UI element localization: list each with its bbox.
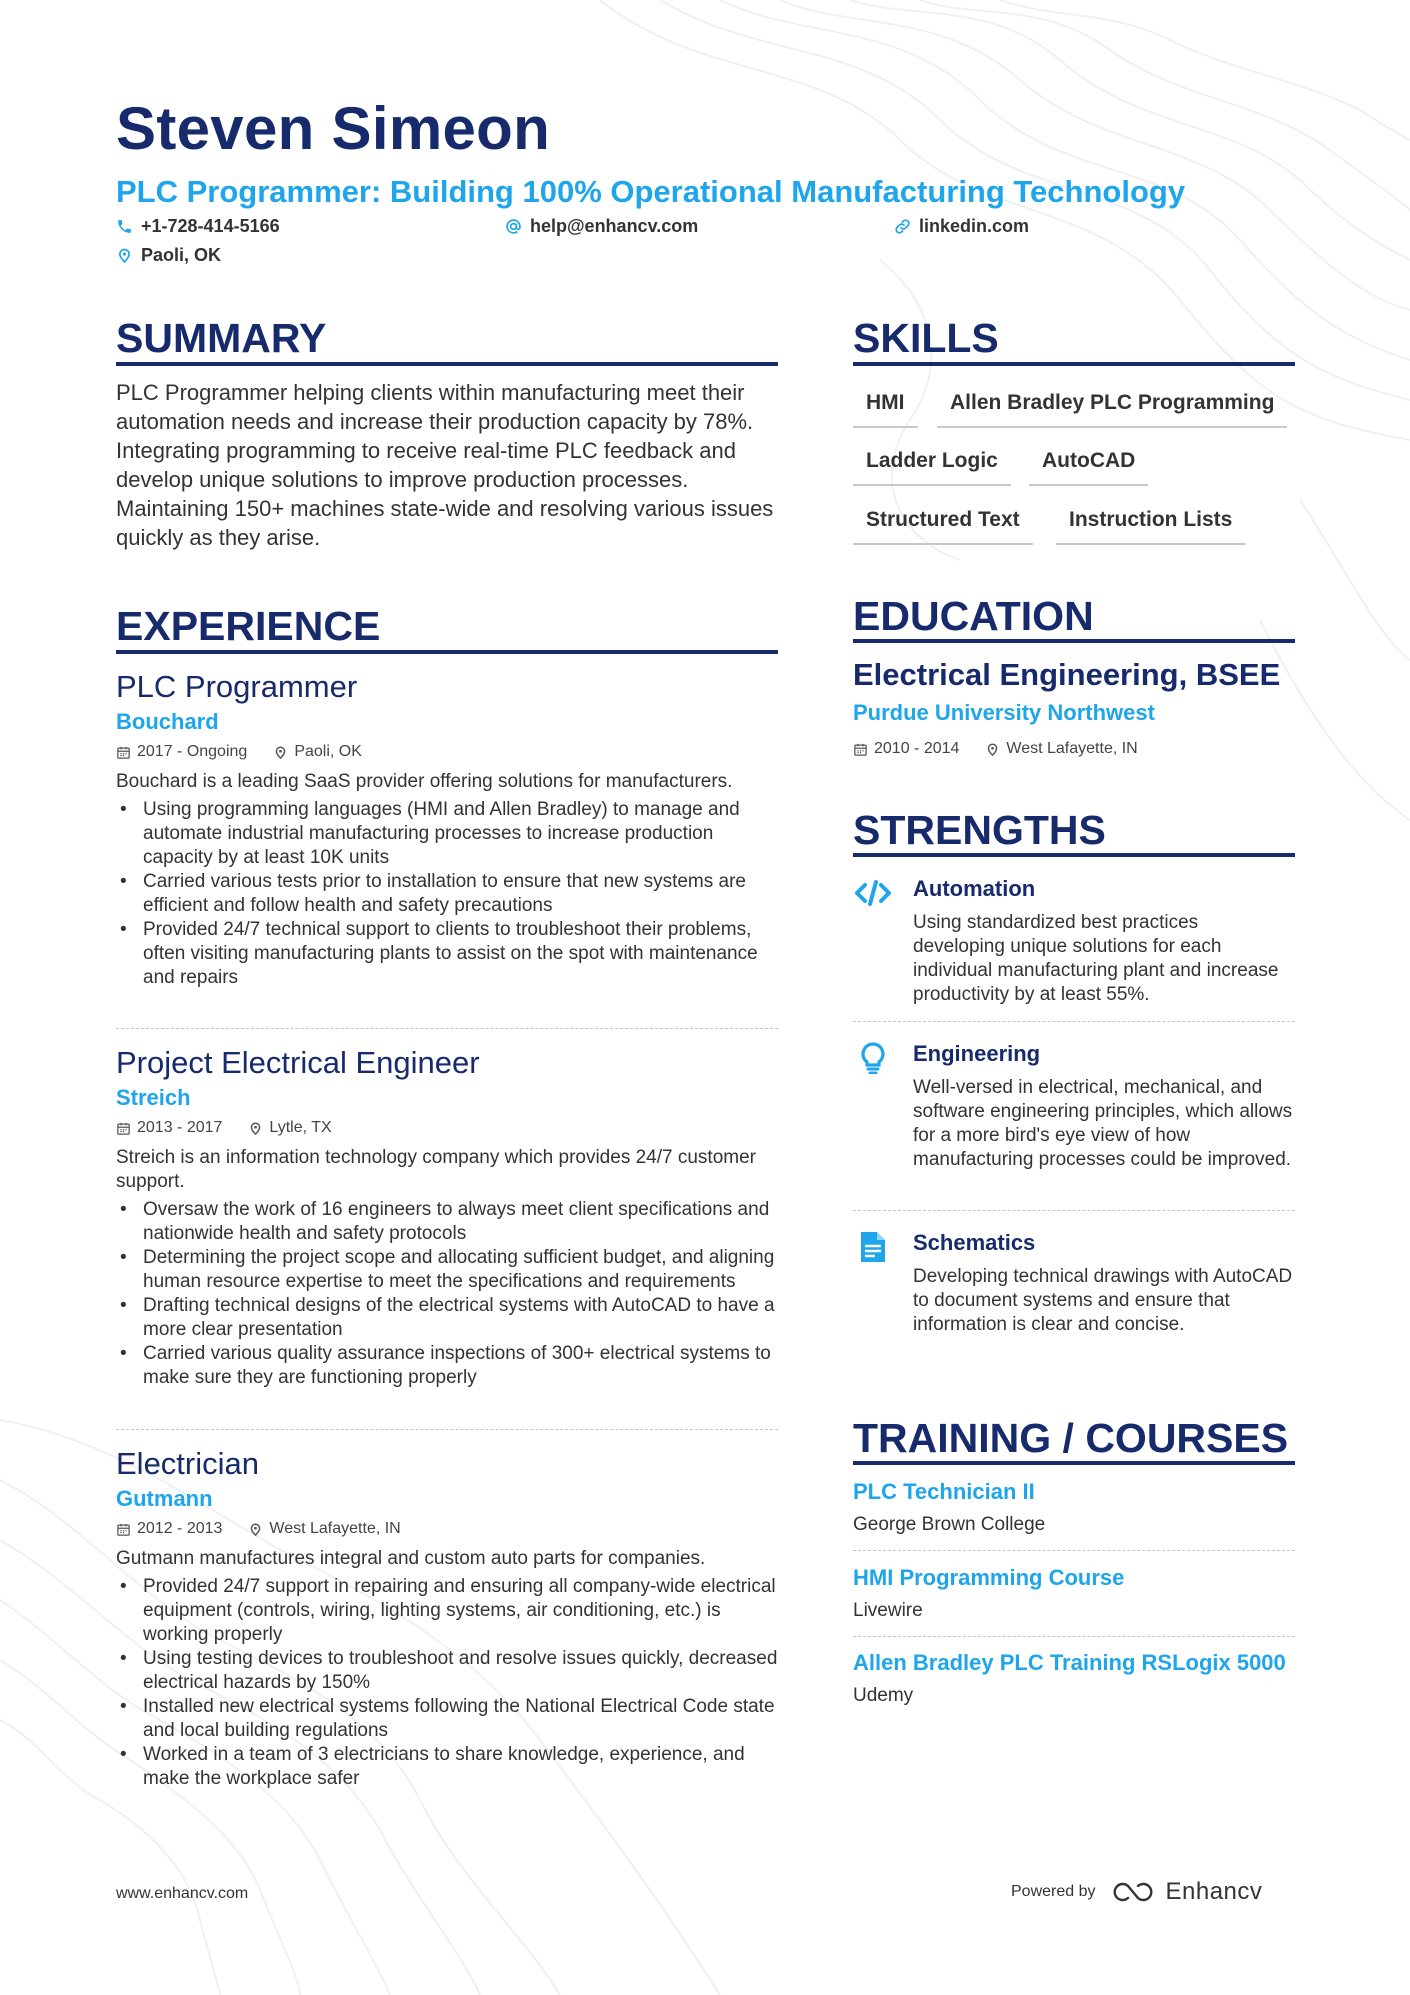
strength-separator <box>853 1210 1295 1211</box>
strength-item <box>853 1040 1293 1172</box>
company-description: Bouchard is a leading SaaS provider offering solutions for manufacturers. <box>116 771 733 792</box>
education-location-text: West Lafayette, IN <box>1006 740 1138 757</box>
job-meta <box>116 1519 778 1539</box>
course-title: Allen Bradley PLC Training RSLogix 5000 <box>853 1650 1286 1675</box>
experience-heading: EXPERIENCE <box>116 603 381 649</box>
skills-heading: SKILLS <box>853 315 999 361</box>
course-item <box>853 1649 1293 1708</box>
job-separator <box>116 1429 778 1430</box>
job-location <box>248 1119 331 1137</box>
company-description: Gutmann manufactures integral and custom auto parts for companies. <box>116 1548 706 1569</box>
phone-contact[interactable] <box>116 216 280 237</box>
document-icon <box>853 1231 893 1263</box>
location-pin-icon <box>273 745 288 760</box>
strength-description: Well-versed in electrical, mechanical, and software engineering principles, which allows for a more bird's eye view of how manufacturing processes could be improved. <box>913 1077 1293 1170</box>
summary-heading: SUMMARY <box>116 315 327 361</box>
education-heading: EDUCATION <box>853 593 1094 639</box>
job-bullet: • Installed new electrical systems following the National Electrical Code state and local building regulations <box>116 1695 778 1743</box>
job-bullet: • Oversaw the work of 16 engineers to always meet client specifications and nationwide health and safety protocols <box>116 1198 778 1246</box>
link-icon <box>894 218 911 235</box>
strength-title: Schematics <box>913 1230 1036 1255</box>
strength-separator <box>853 1021 1295 1022</box>
company-description: Streich is an information technology company which provides 24/7 customer support. <box>116 1147 756 1192</box>
skill-tag: HMI <box>853 390 918 428</box>
course-provider: Udemy <box>853 1685 914 1706</box>
job-dates-text: 2012 - 2013 <box>137 1520 223 1537</box>
strength-description: Using standardized best practices developing unique solutions for each individual manufacturing plant and increase productivity by at least 55%. <box>913 912 1279 1005</box>
degree: Electrical Engineering, BSEE <box>853 657 1281 692</box>
job-bullet: • Provided 24/7 technical support to clients to troubleshoot their problems, often visiting manufacturing plants to assist on the spot with maintenance and repairs <box>116 918 778 990</box>
job-location-text: Paoli, OK <box>294 743 362 760</box>
linkedin-text: linkedin.com <box>919 216 1030 236</box>
course-title: PLC Technician II <box>853 1479 1035 1504</box>
strength-title: Automation <box>913 876 1036 901</box>
course-item <box>853 1478 1293 1537</box>
location-text: Paoli, OK <box>141 245 222 265</box>
lightbulb-icon <box>853 1042 893 1074</box>
education-dates-text: 2010 - 2014 <box>874 740 960 757</box>
job-title: Electrician <box>116 1446 259 1481</box>
course-separator <box>853 1636 1295 1637</box>
job-dates-text: 2017 - Ongoing <box>137 743 248 760</box>
footer-website[interactable]: www.enhancv.com <box>116 1885 249 1902</box>
job-bullet: • Carried various quality assurance inspections of 300+ electrical systems to make sure they are functioning properly <box>116 1342 778 1390</box>
strength-item <box>853 1229 1293 1337</box>
job-title: PLC Programmer <box>116 669 358 704</box>
powered-by-text: Powered by <box>1011 1883 1096 1900</box>
skill-tag: Structured Text <box>853 507 1033 545</box>
company-name: Bouchard <box>116 709 219 734</box>
courses-heading: TRAINING / COURSES <box>853 1415 1289 1461</box>
skill-tag: Instruction Lists <box>1056 507 1245 545</box>
calendar-icon <box>116 1522 131 1537</box>
job-meta <box>116 1118 778 1138</box>
job-bullet: • Determining the project scope and allocating sufficient budget, and aligning human resource expertise to meet the specifications and requirements <box>116 1246 778 1294</box>
job-bullets <box>116 798 778 990</box>
summary-text: PLC Programmer helping clients within manufacturing meet their automation needs and increase their production capacity by 78%. Integrating programming to receive real-time PLC feedback and develop unique solutions to improve production processes. Maintaining 150+ machines state-wide and resolving various issues quickly as they arise. <box>116 380 774 550</box>
experience-divider <box>116 650 778 654</box>
calendar-icon <box>116 1121 131 1136</box>
location-pin-icon <box>248 1121 263 1136</box>
job-location <box>273 743 362 761</box>
phone-text: +1-728-414-5166 <box>141 216 280 236</box>
location-contact <box>116 245 221 266</box>
job-bullet: • Carried various tests prior to installation to ensure that new systems are efficient and follow health and safety precautions <box>116 870 778 918</box>
email-contact[interactable] <box>505 216 698 237</box>
job-bullet: • Worked in a team of 3 electricians to share knowledge, experience, and make the workplace safer <box>116 1743 778 1791</box>
job-entry <box>116 668 778 990</box>
enhancv-logo-icon <box>1110 1880 1156 1904</box>
strength-description: Developing technical drawings with AutoCAD to document systems and ensure that information is clear and concise. <box>913 1266 1293 1335</box>
code-icon <box>853 877 893 909</box>
calendar-icon <box>116 745 131 760</box>
skills-divider <box>853 362 1295 366</box>
strength-title: Engineering <box>913 1041 1041 1066</box>
calendar-icon <box>853 742 868 757</box>
job-bullets <box>116 1575 778 1791</box>
linkedin-contact[interactable] <box>894 216 1029 237</box>
courses-divider <box>853 1461 1295 1465</box>
skill-tag: Allen Bradley PLC Programming <box>937 390 1287 428</box>
course-item <box>853 1564 1293 1623</box>
job-separator <box>116 1028 778 1029</box>
job-bullets <box>116 1198 778 1390</box>
job-bullet: • Using programming languages (HMI and Allen Bradley) to manage and automate industrial manufacturing processes to increase production capacity by at least 10K units <box>116 798 778 870</box>
job-entry <box>116 1445 778 1791</box>
email-text: help@enhancv.com <box>530 216 699 236</box>
brand-name: Enhancv <box>1165 1878 1263 1905</box>
enhancv-logo[interactable] <box>1110 1878 1263 1906</box>
course-provider: George Brown College <box>853 1514 1046 1535</box>
location-pin-icon <box>985 742 1000 757</box>
job-title: Project Electrical Engineer <box>116 1045 480 1080</box>
skill-tag: Ladder Logic <box>853 448 1011 486</box>
course-title: HMI Programming Course <box>853 1565 1125 1590</box>
location-pin-icon <box>248 1522 263 1537</box>
education-divider <box>853 639 1295 643</box>
job-bullet: • Using testing devices to troubleshoot and resolve issues quickly, decreased electrical hazards by 150% <box>116 1647 778 1695</box>
company-name: Gutmann <box>116 1486 213 1511</box>
job-location-text: Lytle, TX <box>269 1119 332 1136</box>
skill-tag: AutoCAD <box>1029 448 1148 486</box>
job-bullet: • Provided 24/7 support in repairing and ensuring all company-wide electrical equipment (controls, wiring, lighting systems, air conditioning, etc.) is working properly <box>116 1575 778 1647</box>
summary-divider <box>116 362 778 366</box>
strength-item <box>853 875 1293 1007</box>
job-bullet: • Drafting technical designs of the electrical systems with AutoCAD to have a more clear presentation <box>116 1294 778 1342</box>
education-location <box>985 740 1137 758</box>
job-dates-text: 2013 - 2017 <box>137 1119 223 1136</box>
course-provider: Livewire <box>853 1600 923 1621</box>
job-dates <box>116 1520 222 1538</box>
strengths-heading: STRENGTHS <box>853 807 1106 853</box>
job-dates <box>116 1119 222 1137</box>
candidate-name: Steven Simeon <box>116 95 551 162</box>
job-dates <box>116 743 247 761</box>
phone-icon <box>116 218 133 235</box>
company-name: Streich <box>116 1085 191 1110</box>
strengths-divider <box>853 853 1295 857</box>
education-dates <box>853 740 959 758</box>
school-name: Purdue University Northwest <box>853 700 1155 725</box>
at-icon <box>505 218 522 235</box>
education-meta <box>853 739 1164 759</box>
footer-branding <box>1011 1878 1262 1906</box>
course-separator <box>853 1550 1295 1551</box>
location-pin-icon <box>116 247 133 264</box>
job-location-text: West Lafayette, IN <box>269 1520 401 1537</box>
headline: PLC Programmer: Building 100% Operational Manufacturing Technology <box>116 174 1186 209</box>
job-entry <box>116 1044 778 1390</box>
job-meta <box>116 742 778 762</box>
job-location <box>248 1520 400 1538</box>
